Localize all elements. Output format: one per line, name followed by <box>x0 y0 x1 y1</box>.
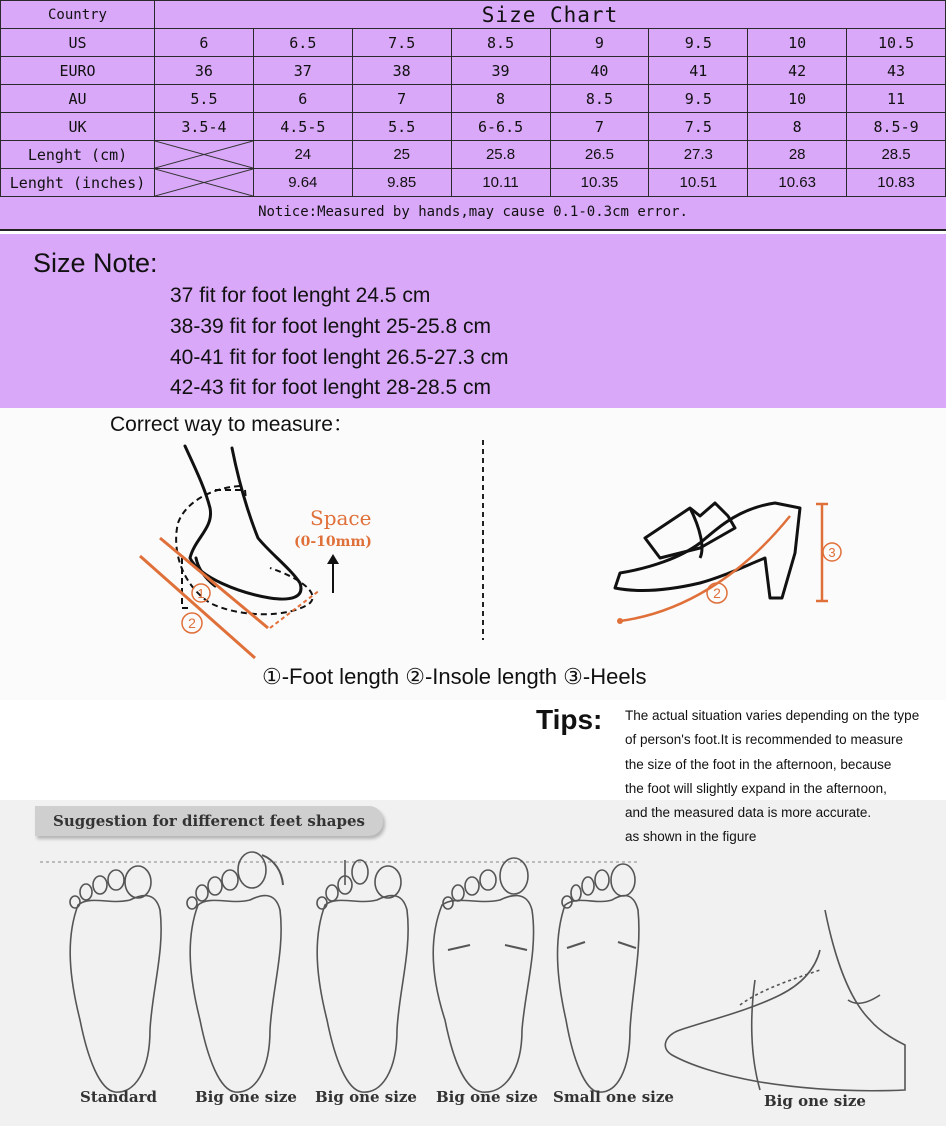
size-note-line: 42-43 fit for foot lenght 28-28.5 cm <box>170 376 492 399</box>
foot-standard-icon <box>70 866 161 1092</box>
size-note-line: 40-41 fit for foot lenght 26.5-27.3 cm <box>170 346 509 369</box>
empty-crossed-cell <box>155 141 254 169</box>
size-cell: 37 <box>253 57 352 85</box>
size-row-us <box>1 29 946 57</box>
size-cell: 28 <box>748 141 847 169</box>
size-cell: 9.85 <box>352 169 451 197</box>
size-cell: 7.5 <box>649 113 748 141</box>
size-cell: 25 <box>352 141 451 169</box>
size-row-au <box>1 85 946 113</box>
measurement-notice: Notice:Measured by hands,may cause 0.1-0.3cm error. <box>0 197 946 231</box>
tips-line: as shown in the figure <box>625 829 757 844</box>
size-cell: 6 <box>253 85 352 113</box>
size-cell: 11 <box>847 85 946 113</box>
size-chart-table <box>0 0 946 197</box>
space-range: (0-10mm) <box>294 534 372 550</box>
tips-line: and the measured data is more accurate. <box>625 805 872 820</box>
foot-big-toe-icon <box>187 852 283 1092</box>
foot-long-second-toe-icon <box>317 860 408 1092</box>
size-cell: 8.5 <box>451 29 550 57</box>
size-cell: 7.5 <box>352 29 451 57</box>
size-cell: 10.51 <box>649 169 748 197</box>
size-cell: 10 <box>748 85 847 113</box>
size-cell: 8 <box>451 85 550 113</box>
size-cell: 7 <box>352 85 451 113</box>
size-cell: 5.5 <box>155 85 254 113</box>
size-cell: 28.5 <box>847 141 946 169</box>
tips-line: the foot will slightly expand in the afternoon, <box>625 781 887 796</box>
row-label: UK <box>1 113 155 141</box>
size-cell: 27.3 <box>649 141 748 169</box>
size-cell: 9.5 <box>649 85 748 113</box>
empty-crossed-cell <box>155 169 254 197</box>
caption-big-one-size: Big one size <box>764 1092 866 1110</box>
size-row-uk <box>1 113 946 141</box>
size-cell: 3.5-4 <box>155 113 254 141</box>
measure-section <box>0 408 946 700</box>
size-note-line: 37 fit for foot lenght 24.5 cm <box>170 284 431 307</box>
size-row-length-inches <box>1 169 946 197</box>
row-label: US <box>1 29 155 57</box>
size-cell: 5.5 <box>352 113 451 141</box>
space-label: Space <box>310 506 372 530</box>
feet-shapes-title: Suggestion for differenct feet shapes <box>53 812 365 830</box>
arrow-head-icon <box>327 554 339 564</box>
size-cell: 25.8 <box>451 141 550 169</box>
foot-wide-icon <box>433 858 533 1092</box>
size-note-section <box>0 234 946 408</box>
size-note-line: 38-39 fit for foot lenght 25-25.8 cm <box>170 315 492 338</box>
marker-two-shoe: 2 <box>713 585 721 601</box>
shoe-illustration <box>615 503 800 598</box>
size-cell: 10 <box>748 29 847 57</box>
tips-line: The actual situation varies depending on the type <box>625 708 920 723</box>
size-cell: 10.5 <box>847 29 946 57</box>
foot-high-instep-icon <box>665 910 905 1091</box>
size-cell: 10.83 <box>847 169 946 197</box>
size-cell: 41 <box>649 57 748 85</box>
size-cell: 6-6.5 <box>451 113 550 141</box>
size-cell: 24 <box>253 141 352 169</box>
foot-illustration <box>185 446 301 599</box>
row-label: EURO <box>1 57 155 85</box>
tips-line: of person's foot.It is recommended to measure <box>625 732 903 747</box>
size-cell: 42 <box>748 57 847 85</box>
country-header: Country <box>1 1 155 29</box>
size-cell: 6 <box>155 29 254 57</box>
size-cell: 10.11 <box>451 169 550 197</box>
measure-diagram <box>0 408 946 700</box>
size-cell: 26.5 <box>550 141 649 169</box>
row-label: AU <box>1 85 155 113</box>
size-chart <box>0 0 946 231</box>
row-label: Lenght (cm) <box>1 141 155 169</box>
size-chart-title: Size Chart <box>155 1 946 29</box>
size-cell: 4.5-5 <box>253 113 352 141</box>
caption-big-one-size: Big one size <box>436 1088 538 1106</box>
size-cell: 9.5 <box>649 29 748 57</box>
size-row-length-cm <box>1 141 946 169</box>
size-cell: 36 <box>155 57 254 85</box>
foot-narrow-icon <box>558 864 639 1092</box>
size-cell: 6.5 <box>253 29 352 57</box>
size-row-euro <box>1 57 946 85</box>
size-cell: 8 <box>748 113 847 141</box>
marker-two: 2 <box>188 615 196 631</box>
size-cell: 39 <box>451 57 550 85</box>
size-cell: 38 <box>352 57 451 85</box>
shoe-measure-dot <box>617 618 623 624</box>
size-cell: 8.5-9 <box>847 113 946 141</box>
size-cell: 43 <box>847 57 946 85</box>
size-cell: 9 <box>550 29 649 57</box>
size-cell: 40 <box>550 57 649 85</box>
tips-line: the size of the foot in the afternoon, because <box>625 757 892 772</box>
size-cell: 9.64 <box>253 169 352 197</box>
feet-illustrations <box>0 800 946 1126</box>
size-cell: 7 <box>550 113 649 141</box>
marker-one: 1 <box>197 586 205 601</box>
caption-small-one-size: Small one size <box>553 1088 674 1106</box>
caption-big-one-size: Big one size <box>315 1088 417 1106</box>
measure-heading: Correct way to measure： <box>110 413 354 436</box>
size-chart-header-row <box>1 1 946 29</box>
marker-three: 3 <box>828 545 836 560</box>
shoe-measure-lines <box>620 504 828 621</box>
row-label: Lenght (inches) <box>1 169 155 197</box>
caption-big-one-size: Big one size <box>195 1088 297 1106</box>
caption-standard: Standard <box>80 1088 157 1106</box>
size-cell: 8.5 <box>550 85 649 113</box>
feet-shapes-section <box>0 800 946 1126</box>
measure-legend: ①-Foot length ②-Insole length ③-Heels <box>262 664 647 689</box>
size-note-title: Size Note: <box>33 248 158 278</box>
tips-title: Tips: <box>536 704 603 735</box>
size-cell: 10.63 <box>748 169 847 197</box>
size-cell: 10.35 <box>550 169 649 197</box>
